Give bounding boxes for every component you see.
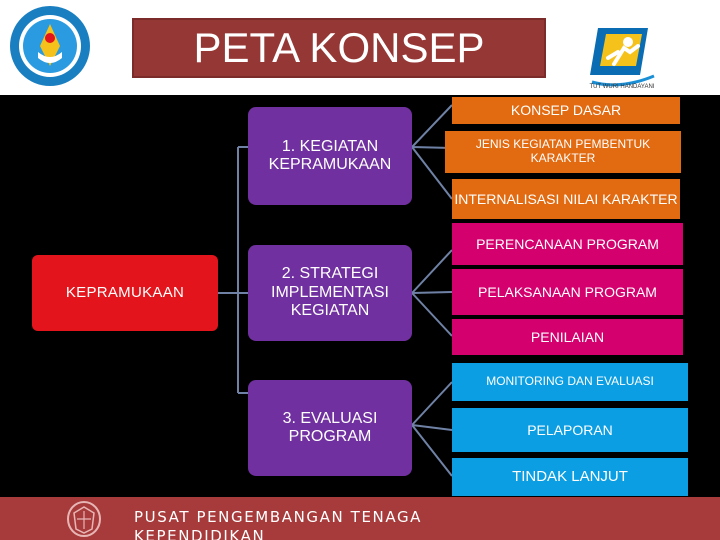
node-pelaporan: PELAPORAN — [452, 408, 688, 452]
node-kepramukaan: KEPRAMUKAAN — [32, 255, 218, 331]
concept-map — [0, 95, 720, 497]
footer-text: PUSAT PENGEMBANGAN TENAGA — [134, 508, 423, 526]
node-perencanaan-program: PERENCANAAN PROGRAM — [452, 223, 683, 265]
header — [0, 0, 720, 95]
node-pelaksanaan-program: PELAKSANAAN PROGRAM — [452, 269, 683, 315]
node-tindak-lanjut: TINDAK LANJUT — [452, 458, 688, 496]
kemendikbud-logo — [8, 4, 92, 88]
garuda-emblem-icon — [62, 499, 106, 539]
node-jenis-kegiatan: JENIS KEGIATAN PEMBENTUK KARAKTER — [445, 131, 681, 173]
node-evaluasi-program: 3. EVALUASI PROGRAM — [248, 380, 412, 476]
node-kegiatan-kepramukaan: 1. KEGIATAN KEPRAMUKAAN — [248, 107, 412, 205]
logo-right-text: TUT WURI HANDAYANI — [589, 84, 655, 90]
footer — [0, 497, 720, 540]
node-internalisasi-nilai: INTERNALISASI NILAI KARAKTER — [452, 179, 680, 219]
node-strategi-implementasi: 2. STRATEGI IMPLEMENTASI KEGIATAN — [248, 245, 412, 341]
node-konsep-dasar: KONSEP DASAR — [452, 97, 680, 124]
tut-wuri-handayani-logo — [578, 20, 662, 90]
node-monitoring-evaluasi: MONITORING DAN EVALUASI — [452, 363, 688, 401]
page-title: PETA KONSEP — [132, 18, 546, 78]
footer-text-continued: KEPENDIDIKAN — [134, 527, 266, 540]
node-penilaian: PENILAIAN — [452, 319, 683, 355]
